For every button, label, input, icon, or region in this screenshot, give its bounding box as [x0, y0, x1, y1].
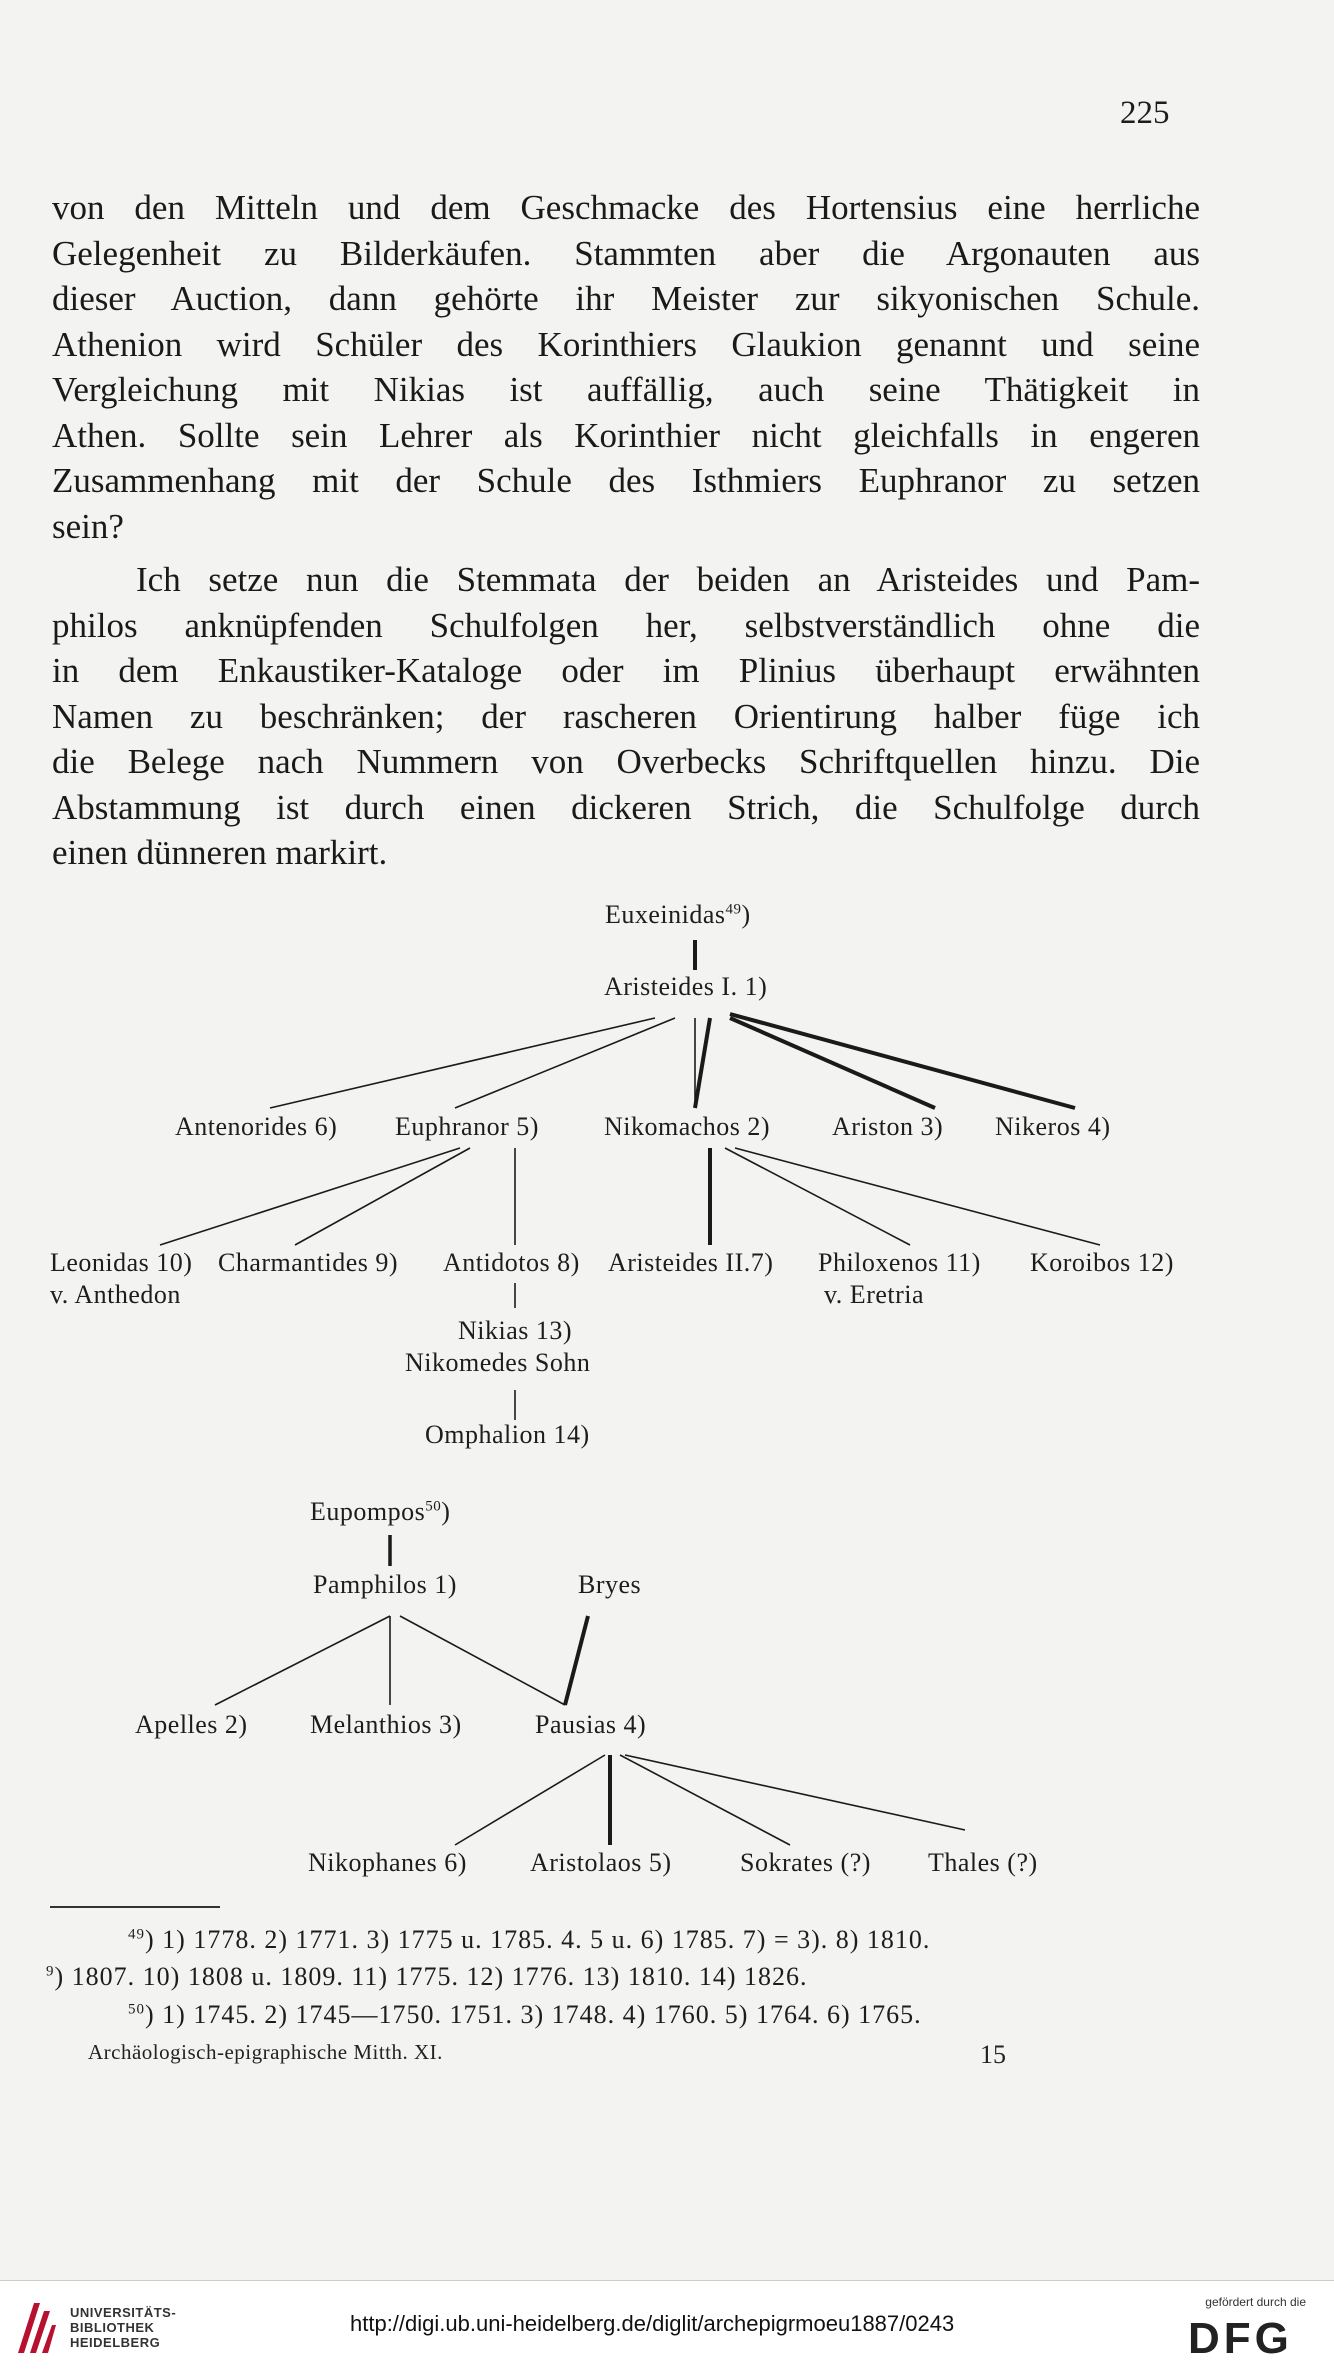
node-pamphilos: Pamphilos 1) [313, 1570, 457, 1599]
footer-bar [0, 2280, 1334, 2375]
text-line: Ich setze nun die Stemmata der beiden an Aristeides und Pam- [136, 560, 1200, 599]
node-euphranor: Euphranor 5) [395, 1112, 539, 1141]
footnote-49 [128, 1925, 930, 1955]
school-line [270, 1018, 655, 1108]
footnote-49-cont [46, 1962, 807, 1992]
school-line [455, 1018, 675, 1108]
node-antidotos: Antidotos 8) [443, 1248, 580, 1277]
node-thales: Thales (?) [928, 1848, 1038, 1877]
school-line [400, 1616, 565, 1705]
node-philoxenos-origin: v. Eretria [824, 1280, 925, 1309]
text-line: in dem Enkaustiker-Kataloge oder im Plinius überhaupt erwähnten [52, 651, 1200, 690]
footnote-text: ) 1) 1778. 2) 1771. 3) 1775 u. 1785. 4. 5 u. 6) 1785. 7) = 3). 8) 1810. [145, 1925, 931, 1954]
footnote-text: ) 1) 1745. 2) 1745—1750. 1751. 3) 1748. 4) 1760. 5) 1764. 6) 1765. [145, 2000, 922, 2029]
node-sokrates: Sokrates (?) [740, 1848, 871, 1877]
node-antenorides: Antenorides 6) [175, 1112, 338, 1141]
node-nikophanes: Nikophanes 6) [308, 1848, 467, 1877]
descent-line [695, 1018, 710, 1108]
node-aristeides-1: Aristeides I. 1) [604, 972, 768, 1001]
descent-line [565, 1616, 588, 1705]
sheet-signature: 15 [980, 2040, 1006, 2069]
footnote-ref: 50 [425, 1498, 442, 1515]
text-line: einen dünneren markirt. [52, 833, 388, 872]
node-leonidas-origin: v. Anthedon [50, 1280, 181, 1309]
school-line [725, 1148, 910, 1245]
school-line [625, 1755, 965, 1830]
school-line [215, 1616, 390, 1705]
text-line: sein? [52, 506, 124, 546]
school-line [735, 1148, 1100, 1245]
page-number: 225 [1120, 95, 1170, 131]
journal-title: Archäologisch-epigraphische Mitth. XI. [88, 2040, 443, 2064]
footnote-50 [128, 2000, 922, 2030]
node-leonidas: Leonidas 10) [50, 1248, 193, 1277]
node-label: Eupompos [310, 1497, 426, 1526]
node-koroibos: Koroibos 12) [1030, 1248, 1174, 1277]
university-logo-icon [14, 2297, 56, 2357]
node-apelles: Apelles 2) [135, 1710, 248, 1739]
text-line: Athenion wird Schüler des Korinthiers Glaukion genannt und seine [52, 324, 1200, 364]
footnote-ref: 49 [725, 901, 742, 918]
node-philoxenos: Philoxenos 11) [818, 1248, 981, 1277]
text-line: von den Mitteln und dem Geschmacke des Hortensius eine herrliche [52, 188, 1200, 227]
text-line: Namen zu beschränken; der rascheren Orientirung halber füge ich [52, 696, 1200, 736]
footnote-mark: 50 [128, 2001, 145, 2018]
node-charmantides: Charmantides 9) [218, 1248, 399, 1277]
footnote-mark: 49 [128, 1926, 145, 1943]
dfg-logo [1182, 2309, 1312, 2361]
text-line: Zusammenhang mit der Schule des Isthmiers Euphranor zu setzen [52, 461, 1200, 500]
node-nikeros: Nikeros 4) [995, 1112, 1111, 1141]
node-label: Euxeinidas [605, 900, 726, 929]
text-line: philos anknüpfenden Schulfolgen her, selbstverständlich ohne die [52, 605, 1200, 645]
library-name-line: HEIDELBERG [70, 2335, 161, 2350]
sponsor-note: gefördert durch die [1205, 2295, 1306, 2309]
node-nikias-note: Nikomedes Sohn [405, 1348, 591, 1377]
node-pausias: Pausias 4) [535, 1710, 647, 1739]
source-url-link[interactable]: http://digi.ub.uni-heidelberg.de/diglit/archepigrmoeu1887/0243 [350, 2311, 955, 2336]
library-name-line: BIBLIOTHEK [70, 2320, 155, 2335]
node-aristeides-2: Aristeides II.7) [608, 1248, 774, 1277]
node-nikomachos: Nikomachos 2) [604, 1112, 771, 1141]
school-line [295, 1148, 470, 1245]
library-name-line: UNIVERSITÄTS- [70, 2305, 177, 2320]
text-line: Gelegenheit zu Bilderkäufen. Stammten aber die Argonauten aus [52, 233, 1200, 273]
node-ariston: Ariston 3) [832, 1112, 944, 1141]
footnote-rule [50, 1906, 220, 1908]
school-line [620, 1755, 790, 1845]
school-line [455, 1755, 605, 1845]
footnote-text: ) 1807. 10) 1808 u. 1809. 11) 1775. 12) 1776. 13) 1810. 14) 1826. [54, 1962, 808, 1991]
school-line [160, 1148, 460, 1245]
dfg-logo-text: DFG [1188, 2314, 1293, 2361]
text-line: Abstammung ist durch einen dickeren Strich, die Schulfolge durch [52, 787, 1200, 827]
footnote-mark: 9 [46, 1963, 55, 1980]
node-omphalion: Omphalion 14) [425, 1420, 590, 1449]
text-line: die Belege nach Nummern von Overbecks Schriftquellen hinzu. Die [52, 742, 1200, 781]
node-aristolaos: Aristolaos 5) [530, 1848, 672, 1877]
node-nikias: Nikias 13) [458, 1316, 573, 1345]
node-eupompos: Eupompos$^{50}$) [310, 1497, 451, 1526]
text-line: Athen. Sollte sein Lehrer als Korinthier nicht gleichfalls in engeren [52, 415, 1200, 455]
node-euxeinidas: Euxeinidas$^{49}$) [605, 900, 751, 929]
node-melanthios: Melanthios 3) [310, 1710, 462, 1739]
text-line: Vergleichung mit Nikias ist auffällig, auch seine Thätigkeit in [52, 370, 1200, 409]
text-line: dieser Auction, dann gehörte ihr Meister zur sikyonischen Schule. [52, 279, 1200, 318]
node-bryes: Bryes [578, 1570, 642, 1599]
